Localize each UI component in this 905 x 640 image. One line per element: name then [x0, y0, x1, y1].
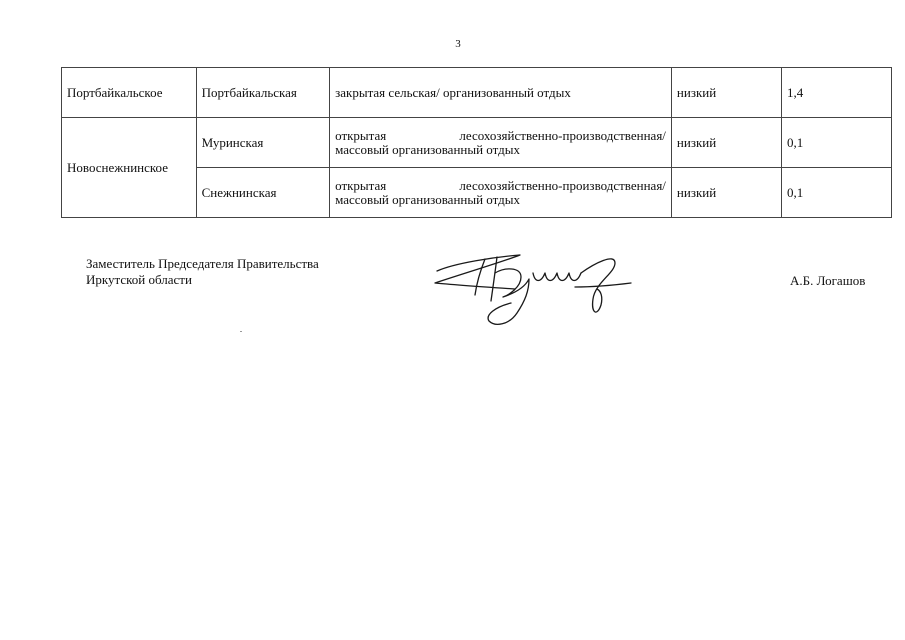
- level-cell: низкий: [671, 168, 781, 218]
- zone-cell: Снежнинская: [196, 168, 330, 218]
- zone-type-cell: закрытая сельская/ организованный отдых: [330, 68, 672, 118]
- value-cell: 0,1: [781, 168, 891, 218]
- zone-type-line: открытая лесохозяйственно-производственная/: [335, 127, 666, 143]
- zone-cell: Портбайкальская: [196, 68, 330, 118]
- scan-speck: [240, 331, 242, 332]
- position-line: Иркутской области: [86, 272, 192, 287]
- page-number: 3: [455, 38, 461, 50]
- zone-type-line: массовый организованный отдых: [335, 141, 520, 157]
- zone-type-cell: [330, 118, 672, 168]
- position-line: Заместитель Председателя Правительства: [86, 256, 319, 271]
- table-row: [62, 118, 892, 168]
- zone-type-line: массовый организованный отдых: [335, 191, 520, 207]
- handwritten-signature: [425, 243, 635, 333]
- recreation-zones-table: [61, 67, 892, 218]
- signatory-name: А.Б. Логашов: [790, 273, 866, 288]
- zone-type-line: открытая лесохозяйственно-производственная/: [335, 177, 666, 193]
- settlement-cell: Портбайкальское: [62, 68, 197, 118]
- signatory-position: [86, 256, 319, 288]
- level-cell: низкий: [671, 68, 781, 118]
- zone-type-cell: [330, 168, 672, 218]
- settlement-cell: Новоснежнинское: [62, 118, 197, 218]
- value-cell: 1,4: [781, 68, 891, 118]
- table-row: [62, 68, 892, 118]
- zone-cell: Муринская: [196, 118, 330, 168]
- level-cell: низкий: [671, 118, 781, 168]
- value-cell: 0,1: [781, 118, 891, 168]
